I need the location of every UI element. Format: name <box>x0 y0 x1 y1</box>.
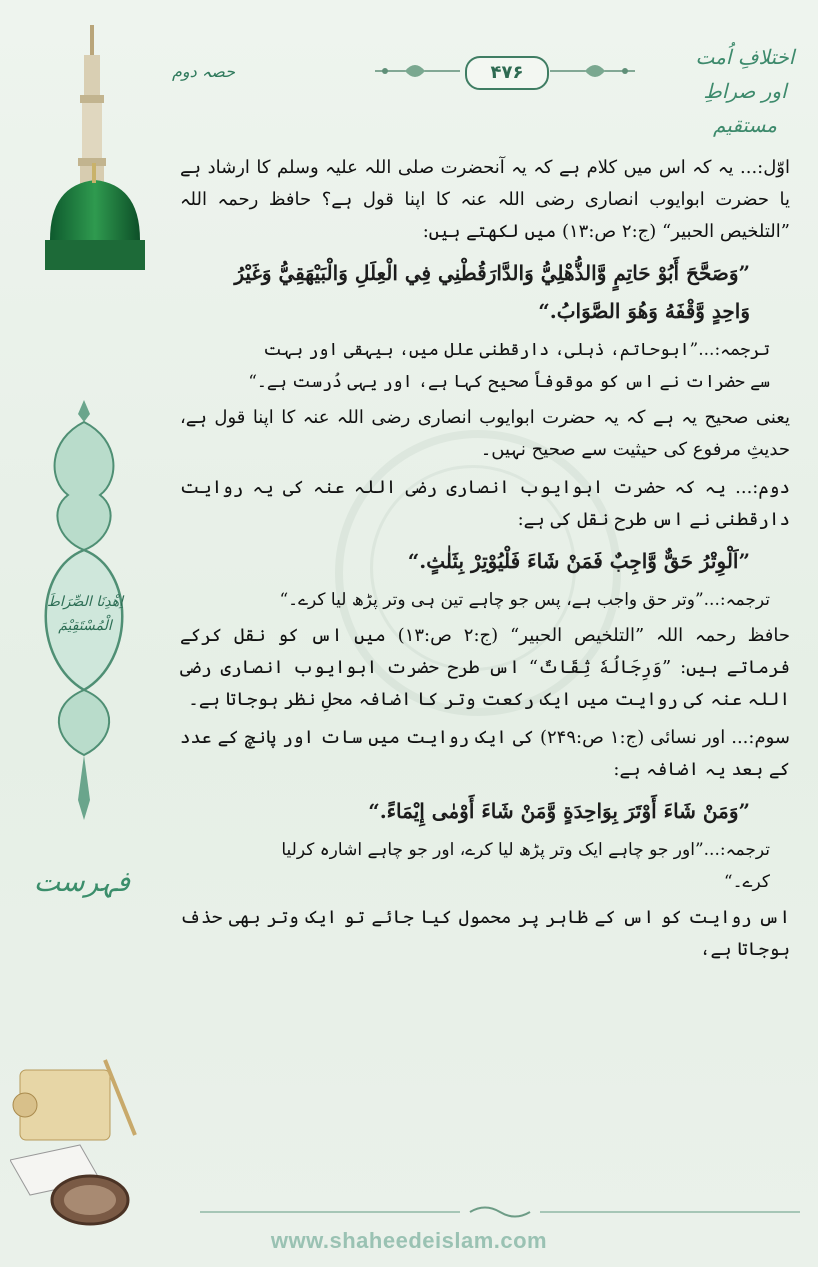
paragraph: حافظ رحمہ اللہ ”التلخیص الحبیر“ (ج:۲ ص:۱۳) میں اس کو نقل کرکے فرماتے ہیں: ”وَرِجَالُهٗ ثِقَاتٌ“ اس طرح حضرت ابوایوب انصاری رضی اللہ عنہ کی روایت میں ایک رکعت وتر کا اضافہ محلِ نظر ہوجاتا ہے۔ <box>180 625 790 710</box>
arabic-quote: ”اَلْوِتْرُ حَقٌّ وَّاجِبٌ فَمَنْ شَاءَ فَلْيُوْتِرْ بِثَلٰثٍ.“ <box>407 549 750 573</box>
page-header <box>150 40 805 137</box>
green-dome-minaret-image <box>20 15 170 270</box>
website-link[interactable]: www.shaheedeislam.com <box>270 1228 548 1253</box>
footer-ornament <box>200 1205 800 1219</box>
arabic-quote: ”وَصَحَّحَ أَبُوْ حَاتِمٍ وَّالذُّهْلِيُّ وَالدَّارَقُطْنِي فِي الْعِلَلِ وَالْبَيْهَقِيُّ وَغَيْرُ وَاحِدٍ وَّقْفَهُ وَهُوَ الصَّوَابُ.“ <box>234 261 750 323</box>
paragraph: اس روایت کو اس کے ظاہر پر محمول کیا جائے تو ایک وتر بھی حذف ہوجاتا ہے، <box>180 907 790 960</box>
translation: ترجمہ:...”ابوحاتم، ذہلی، دارقطنی علل میں، بیہقی اور بہت سے حضرات نے اس کو موقوفاً صحیح کہا ہے، اور یہی دُرست ہے۔“ <box>248 340 770 392</box>
book-title: اختلافِ اُمت اور صراطِ مستقیم <box>695 45 795 137</box>
part-label: حصہ دوم <box>172 62 235 81</box>
paragraph-first: اوّل:... یہ کہ اس میں کلام ہے کہ یہ آنحضرت صلی اللہ علیہ وسلم کا ارشاد ہے یا حضرت ابوایوب انصاری رضی اللہ عنہ کا اپنا قول ہے؟ حافظ رحمہ اللہ ”التلخیص الحبیر“ (ج:۲ ص:۱۳) میں لکھتے ہیں: <box>180 157 790 242</box>
page-body <box>180 152 790 972</box>
paragraph: یعنی صحیح یہ ہے کہ یہ حضرت ابوایوب انصاری رضی اللہ عنہ کا اپنا قول ہے، حدیثِ مرفوع کی حیثیت سے صحیح نہیں۔ <box>180 407 790 460</box>
paragraph-second: دوم:... یہ کہ حضرت ابوایوب انصاری رضی اللہ عنہ کی یہ روایت دارقطنی نے اس طرح نقل کی ہے: <box>180 477 790 530</box>
emblem-calligraphy: اِھْدِنَا الصِّرَاطَ الْمُسْتَقِيْمَ <box>46 594 124 634</box>
scroll-quill-image <box>10 1050 150 1230</box>
arabic-quote: ”وَمَنْ شَاءَ أَوْتَرَ بِوَاحِدَةٍ وَّمَنْ شَاءَ أَوْمٰى إِيْمَاءً.“ <box>368 799 750 823</box>
page-number: ۴۷۶ <box>465 56 549 90</box>
paragraph-third: سوم:... اور نسائی (ج:۱ ص:۲۴۹) کی ایک روایت میں سات اور پانچ کے عدد کے بعد یہ اضافہ ہے: <box>180 727 790 780</box>
translation: ترجمہ:...”اور جو چاہے ایک وتر پڑھ لیا کرے، اور جو چاہے اشارہ کرلیا کرے۔“ <box>281 840 770 892</box>
translation: ترجمہ:...”وتر حق واجب ہے، پس جو چاہے تین ہی وتر پڑھ لیا کرے۔“ <box>279 590 770 610</box>
table-of-contents-link[interactable]: فہرست <box>33 865 130 898</box>
